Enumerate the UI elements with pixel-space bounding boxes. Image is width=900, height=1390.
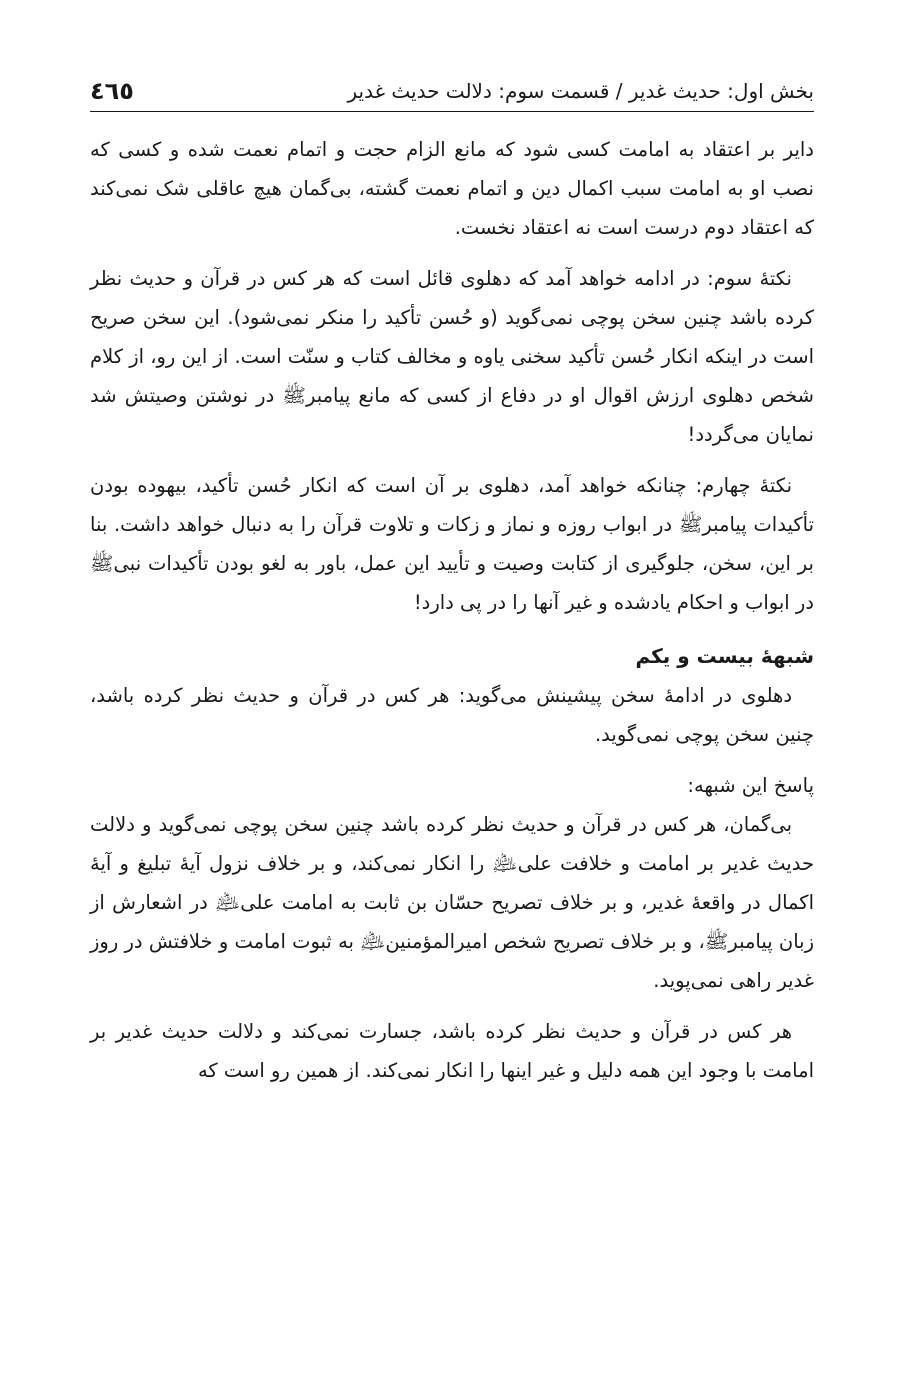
paragraph-continuation: دایر بر اعتقاد به امامت کسی شود که مانع الزام حجت و اتمام نعمت شده و کسی که نصب او به امامت سبب اکمال دین و اتمام نعمت گشته، بی‌گمان هیچ عاقلی شک نمی‌کند که اعتقاد دوم درست است نه اعتقاد نخست. [90,138,814,239]
page-content [90,130,814,1090]
paragraph-objection: دهلوی در ادامۀ سخن پیشینش می‌گوید: هر کس در قرآن و حدیث نظر کرده باشد، چنین سخن پوچی نمی‌گوید. [90,684,814,746]
paragraph-closing: هر کس در قرآن و حدیث نظر کرده باشد، جسارت نمی‌کند و دلالت حدیث غدیر بر امامت با وجود این همه دلیل و غیر اینها را انکار نمی‌کند. از همین رو است که [90,1020,814,1082]
page-number: ٤٦٥ [90,77,134,105]
answer-label: پاسخ این شبهه: [687,774,814,797]
paragraph-point-four: نکتۀ چهارم: چنانکه خواهد آمد، دهلوی بر آن است که انکار حُسن تأکید، بیهوده بودن تأکیدات پیامبرﷺ در ابواب روزه و نماز و زکات و تلاوت قرآن را به دنبال خواهد داشت. بنا بر این، سخن، جلوگیری از کتابت وصیت و تأیید این عمل، باور به لغو بودن تأکیدات نبیﷺ در ابواب و احکام یادشده و غیر آنها را در پی دارد! [90,474,814,614]
header-title: بخش اول: حدیث غدیر / قسمت سوم: دلالت حدیث غدیر [347,79,814,103]
running-header [90,60,814,112]
book-page [90,60,814,1090]
paragraph-point-three: نکتۀ سوم: در ادامه خواهد آمد که دهلوی قائل است که هر کس در قرآن و حدیث نظر کرده باشد چنین سخن پوچی نمی‌گوید (و حُسن تأکید را منکر نمی‌شود). این سخن صریح است در اینکه انکار حُسن تأکید سخنی یاوه و مخالف کتاب و سنّت است. از این رو، از کلام شخص دهلوی ارزش اقوال او در دفاع از کسی که مانع پیامبرﷺ در نوشتن وصیتش شد نمایان می‌گردد! [90,267,814,446]
paragraph-answer: بی‌گمان، هر کس در قرآن و حدیث نظر کرده باشد چنین سخن پوچی نمی‌گوید و دلالت حدیث غدیر بر امامت و خلافت علی﵇ را انکار نمی‌کند، و بر خلاف نزول آیۀ تبلیغ و آیۀ اکمال در واقعۀ غدیر، و بر خلاف تصریح حسّان بن ثابت به امامت علی﵇ در اشعارش از زبان پیامبرﷺ، و بر خلاف تصریح شخص امیرالمؤمنین﵇ به ثبوت امامت و خلافتش در روز غدیر راهی نمی‌پوید. [90,813,814,992]
section-heading: شبهۀ بیست و یکم [635,644,814,668]
